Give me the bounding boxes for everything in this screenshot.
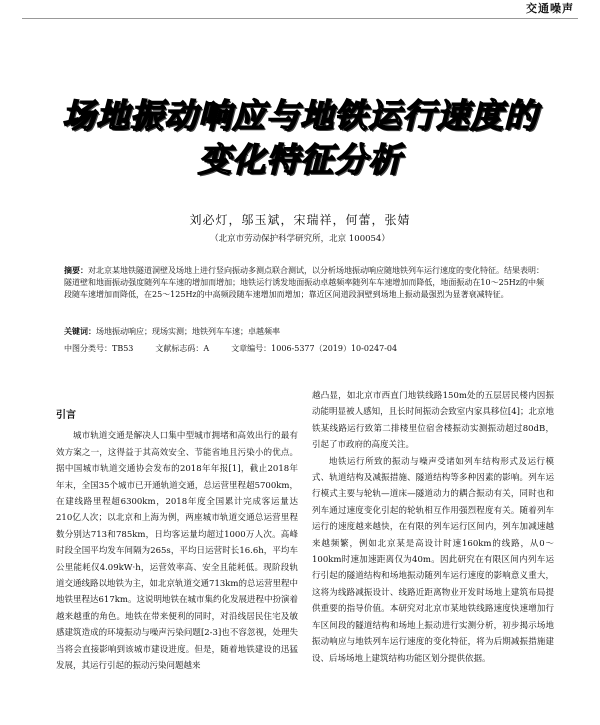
classification-line [64,343,544,355]
clc-number: 中图分类号：TB53 [64,344,134,353]
body-column-right [312,388,554,720]
body-column-left [56,408,298,720]
article-title-line1: 场地振动响应与地铁运行速度的 [62,96,538,135]
document-code: 文献标志码：A [155,344,210,353]
section-label: 交通噪声 [526,0,574,19]
keywords-label: 关键词： [64,326,96,336]
keywords-text: 场地振动响应；现场实测；地铁列车车速；卓越频率 [96,327,280,336]
abstract-text: 对北京某地铁隧道洞壁及场地上进行竖向振动多测点联合测试，以分析场地振动响应随地铁列车运行速度的变化特征。结果表明：隧道壁和地面振动强度随列车车速的增加而增加；地铁运行诱发地面振动卓越频率随列车车速增加而降低，地面振动在10～25Hz的中频段随车速增加而降低，在25～125Hz的中高频段随车速增加而增加；靠近区间道段洞壁到场地上振动最强烈为显著衰减特征。 [64,266,544,299]
intro-heading: 引言 [56,410,76,421]
keywords [64,325,544,338]
abstract-label: 摘要： [64,265,88,275]
article-authors: 刘必灯，邬玉斌，宋瑞祥，何蕾，张婧 [189,213,411,227]
header-divider [22,18,578,19]
body-paragraph: 地铁运行所致的振动与噪声受诸如列车结构形式及运行模式、轨道结构及减振措施、隧道结构等多种因素的影响。列车运行模式主要与轮轨—道床—隧道动力的耦合振动有关，同时也和列车通过速度变化引起的轮轨相互作用强烈程度有关。随着列车运行的速度越来越快，在有限的列车运行区间内，列车加减速越来越频繁，例如北京某是高设计时速160km的线路，从0～100km时速加速距离仅为40m。因此研究在有限区间内列车运行引起的隧道结构和场地振动随列车运行速度的影响意义重大，这将为线路减振设计、线路近距离物业开发时场地上建筑布局提供重要的指导价值。本研究对北京市某地铁线路速度快速增加行车区间段的隧道结构和场地上振动进行实测分析，初步揭示场地振动响应与地铁列车运行速度的变化特征，将为后期减振措施建设、后场场地上建筑结构功能区划分提供依据。 [312,456,554,664]
body-paragraph: 越凸显，如北京市西直门地铁线路150m处的五层居民楼内因振动能明显被人感知，且长时间振动会致室内家具移位[4]；北京地铁某线路运行致第二排楼里位宿舍楼振动实测振动超过80dB，引起了市政府的高度关注。 [312,391,554,451]
article-affiliation: （北京市劳动保护科学研究所，北京 100054） [210,234,390,244]
article-title-line2: 变化特征分析 [198,140,402,179]
body-paragraph: 城市轨道交通是解决人口集中型城市拥堵和高效出行的最有效方案之一，这得益于其高效安全、节能省地且污染小的优点。据中国城市轨道交通协会发布的2018年年报[1]，截止2018年年末，全国35个城市已开通轨道交通，总运营里程超5700km，在建线路里程超6300km，2018年度全国累计完成客运量达210亿人次；以北京和上海为例，两座城市轨道交通总运营里程数分别达713和785km，日均客运量均超过1000万人次。高峰时段全国平均发车间隔为265s，平均日运营时长16.6h，平均车公里能耗仅4.09kW·h，运营效率高、安全且能耗低。现阶段轨道交通线路以地铁为主，如北京轨道交通713km的总运营里程中地铁里程达617km。这说明地铁在城市集约化发展进程中扮演着越来越重的角色。地铁在带来便利的同时，对沿线居民住宅及敏感建筑造成的环境振动与噪声污染问题[2-3]也不容忽视，处理失当将会直接影响到该城市建设进度。但是，随着地铁建设的迅猛发展，其运行引起的振动污染问题越来 [56,431,298,672]
abstract [64,264,544,301]
article-number: 文章编号：1006-5377（2019）10-0247-04 [231,344,398,353]
